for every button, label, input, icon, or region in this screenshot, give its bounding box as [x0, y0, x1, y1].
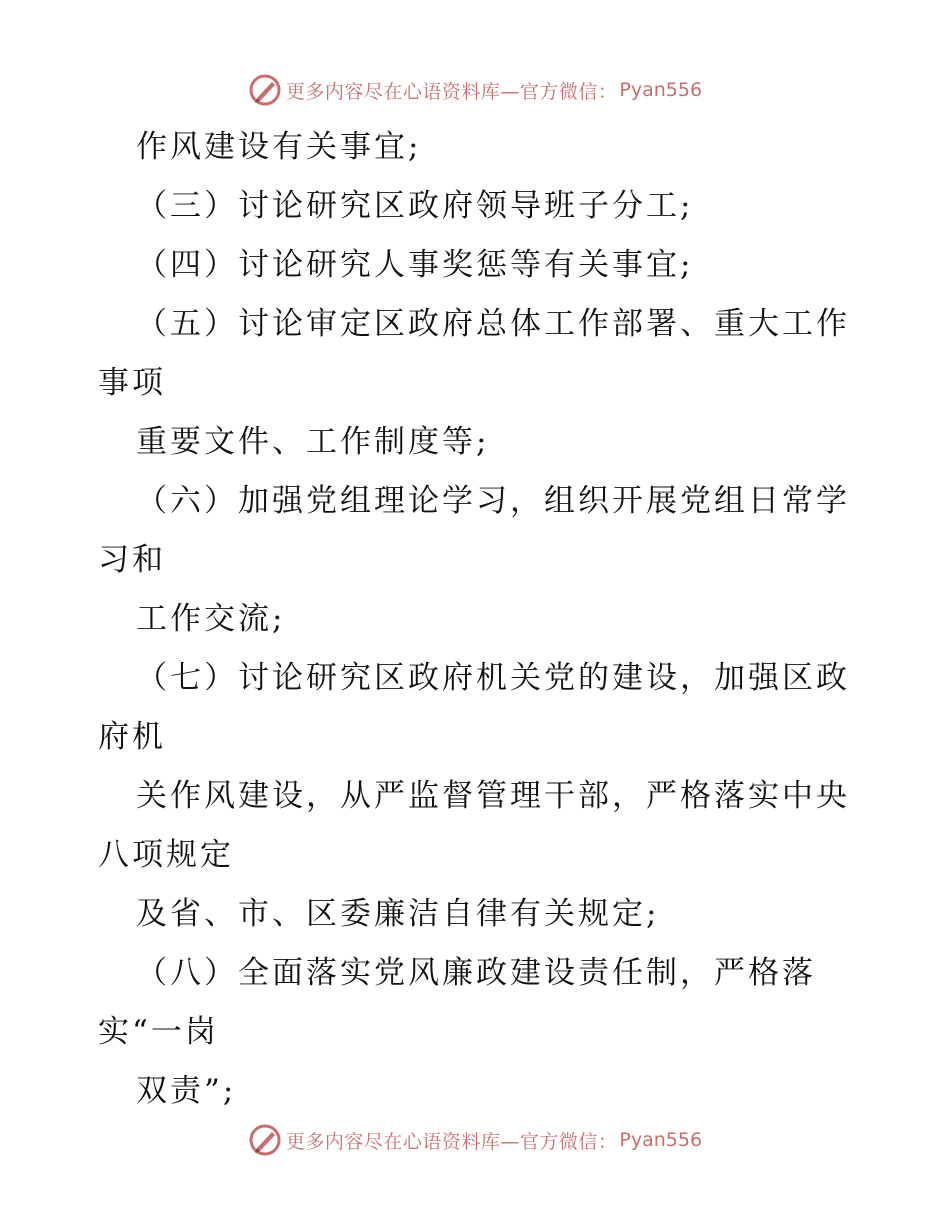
text-line: （五）讨论审定区政府总体工作部署、重大工作: [136, 306, 850, 342]
watermark-text: 更多内容尽在心语资料库—官方微信：: [285, 80, 618, 103]
text-line: 八项规定: [98, 837, 234, 873]
text-line: （七）讨论研究区政府机关党的建设，加强区政: [136, 660, 850, 696]
watermark-header: [0, 70, 950, 110]
text-line: 府机: [98, 719, 166, 755]
text-line: 关作风建设，从严监督管理干部，严格落实中央: [136, 778, 850, 814]
text-line: 双责”;: [136, 1073, 237, 1109]
text-line: 重要文件、工作制度等;: [136, 424, 490, 460]
text-line: 事项: [98, 365, 166, 401]
watermark-footer: [0, 1120, 950, 1160]
text-line: （八）全面落实党风廉政建设责任制，严格落: [136, 955, 816, 991]
watermark-text: 更多内容尽在心语资料库—官方微信：: [285, 1130, 618, 1153]
watermark-wechat-id: Pyan556: [619, 79, 703, 101]
watermark-wechat-id: Pyan556: [619, 1129, 703, 1151]
text-line: （四）讨论研究人事奖惩等有关事宜;: [136, 247, 694, 283]
text-line: （六）加强党组理论学习，组织开展党组日常学: [136, 483, 850, 519]
text-line: （三）讨论研究区政府领导班子分工;: [136, 188, 694, 224]
text-line: 工作交流;: [136, 601, 286, 637]
text-line: 作风建设有关事宜;: [136, 129, 422, 165]
text-line: 实“一岗: [98, 1014, 219, 1050]
text-line: 及省、市、区委廉洁自律有关规定;: [136, 896, 660, 932]
text-line: 习和: [98, 542, 166, 578]
pen-logo-icon: [248, 73, 282, 107]
pen-logo-icon: [248, 1123, 282, 1157]
